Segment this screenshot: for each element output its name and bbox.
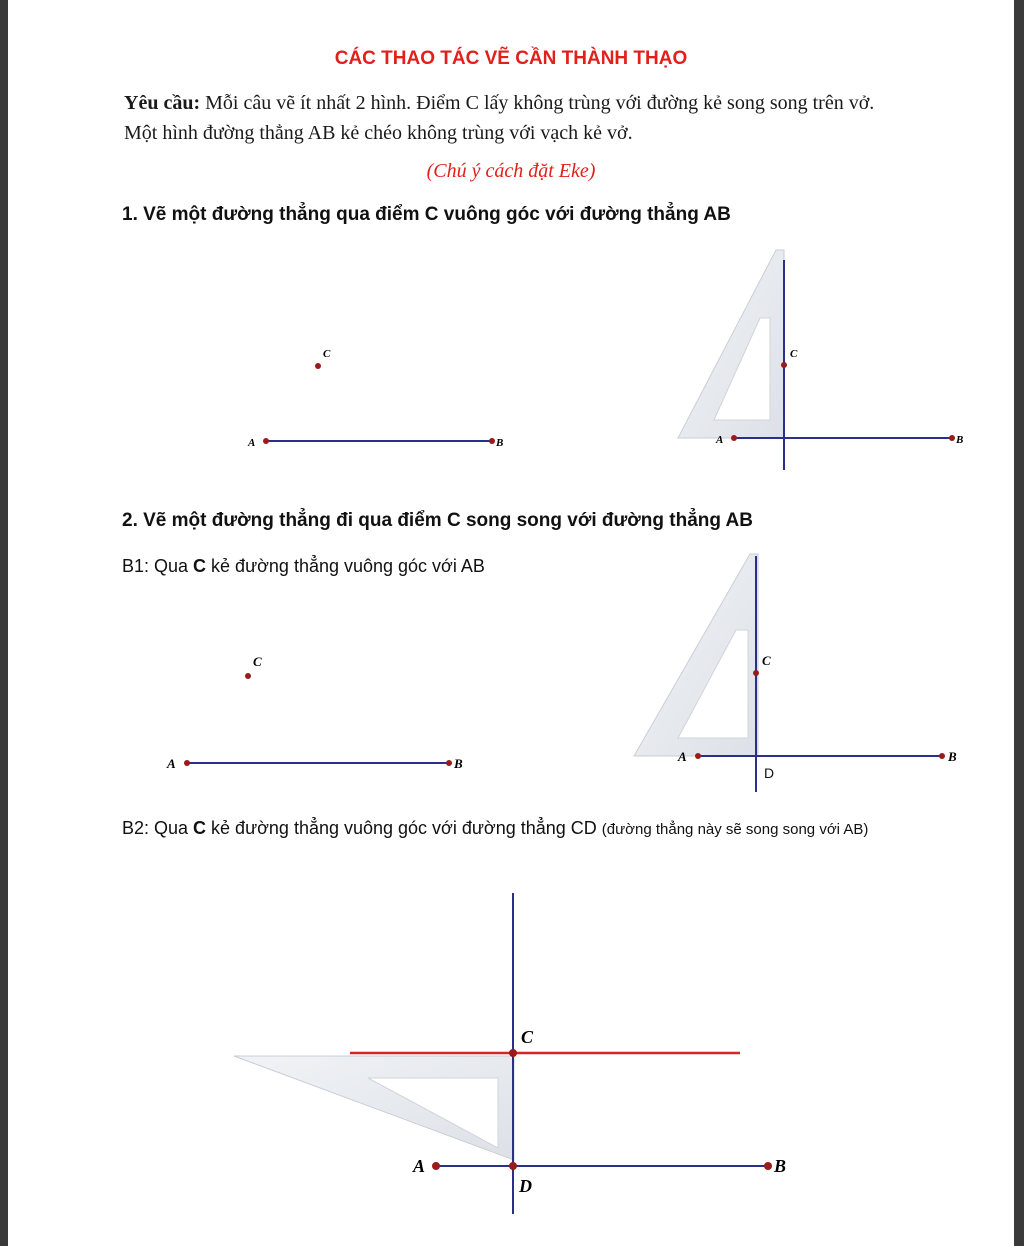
figure2-construction — [634, 554, 957, 792]
point-a — [184, 760, 190, 766]
step1-point: C — [193, 556, 207, 576]
step2-point: C — [193, 818, 207, 838]
section2-heading: 2. Vẽ một đường thẳng đi qua điểm C song song với đường thẳng AB — [122, 510, 753, 531]
label-d: D — [519, 1176, 532, 1196]
figure1-construction — [678, 250, 963, 470]
figure1-initial — [247, 348, 503, 449]
point-c — [753, 670, 759, 676]
label-c: C — [253, 654, 262, 669]
point-c — [781, 362, 787, 368]
label-c: C — [762, 653, 771, 668]
step1-prefix: B1: Qua — [122, 556, 194, 576]
figure3-construction — [234, 893, 786, 1214]
point-c — [315, 363, 321, 369]
point-c — [509, 1049, 517, 1057]
label-b: B — [956, 434, 964, 446]
label-b: B — [454, 756, 463, 771]
label-d: D — [764, 765, 775, 781]
requirement-text: Mỗi câu vẽ ít nhất 2 hình. Điểm C lấy không trùng với đường kẻ song song trên vở. Một hình đường thẳng AB kẻ chéo không trùng với vạch kẻ vở. — [124, 92, 875, 144]
point-b — [939, 753, 945, 759]
point-b — [949, 435, 955, 441]
section1-heading: 1. Vẽ một đường thẳng qua điểm C vuông góc với đường thẳng AB — [122, 204, 731, 225]
point-b — [446, 760, 452, 766]
point-a — [695, 753, 701, 759]
point-d — [509, 1162, 517, 1170]
figures-canvas — [8, 0, 1014, 1246]
point-c — [245, 673, 251, 679]
label-b: B — [496, 437, 504, 449]
label-b: B — [948, 749, 957, 764]
page-title: CÁC THAO TÁC VẼ CẦN THÀNH THẠO — [334, 48, 688, 69]
step2-suffix: kẻ đường thẳng vuông góc với đường thẳng CD — [206, 818, 602, 838]
figure2-initial — [166, 654, 463, 771]
step2-prefix: B2: Qua — [122, 818, 194, 838]
step2-note: (đường thẳng này sẽ song song với AB) — [601, 821, 869, 838]
label-a: A — [716, 434, 724, 446]
point-a — [432, 1162, 440, 1170]
label-a: A — [413, 1156, 426, 1176]
requirement-label: Yêu cầu: — [124, 92, 201, 114]
point-b — [489, 438, 495, 444]
step1-suffix: kẻ đường thẳng vuông góc với AB — [206, 556, 485, 576]
label-b: B — [774, 1156, 787, 1176]
ruler-note: (Chú ý cách đặt Eke) — [426, 160, 596, 182]
label-c: C — [790, 348, 798, 360]
document-page — [8, 0, 1014, 1246]
label-c: C — [521, 1027, 534, 1047]
label-a: A — [678, 749, 687, 764]
point-a — [731, 435, 737, 441]
point-a — [263, 438, 269, 444]
label-c: C — [323, 348, 331, 360]
point-b — [764, 1162, 772, 1170]
label-a: A — [248, 437, 256, 449]
label-a: A — [167, 756, 176, 771]
